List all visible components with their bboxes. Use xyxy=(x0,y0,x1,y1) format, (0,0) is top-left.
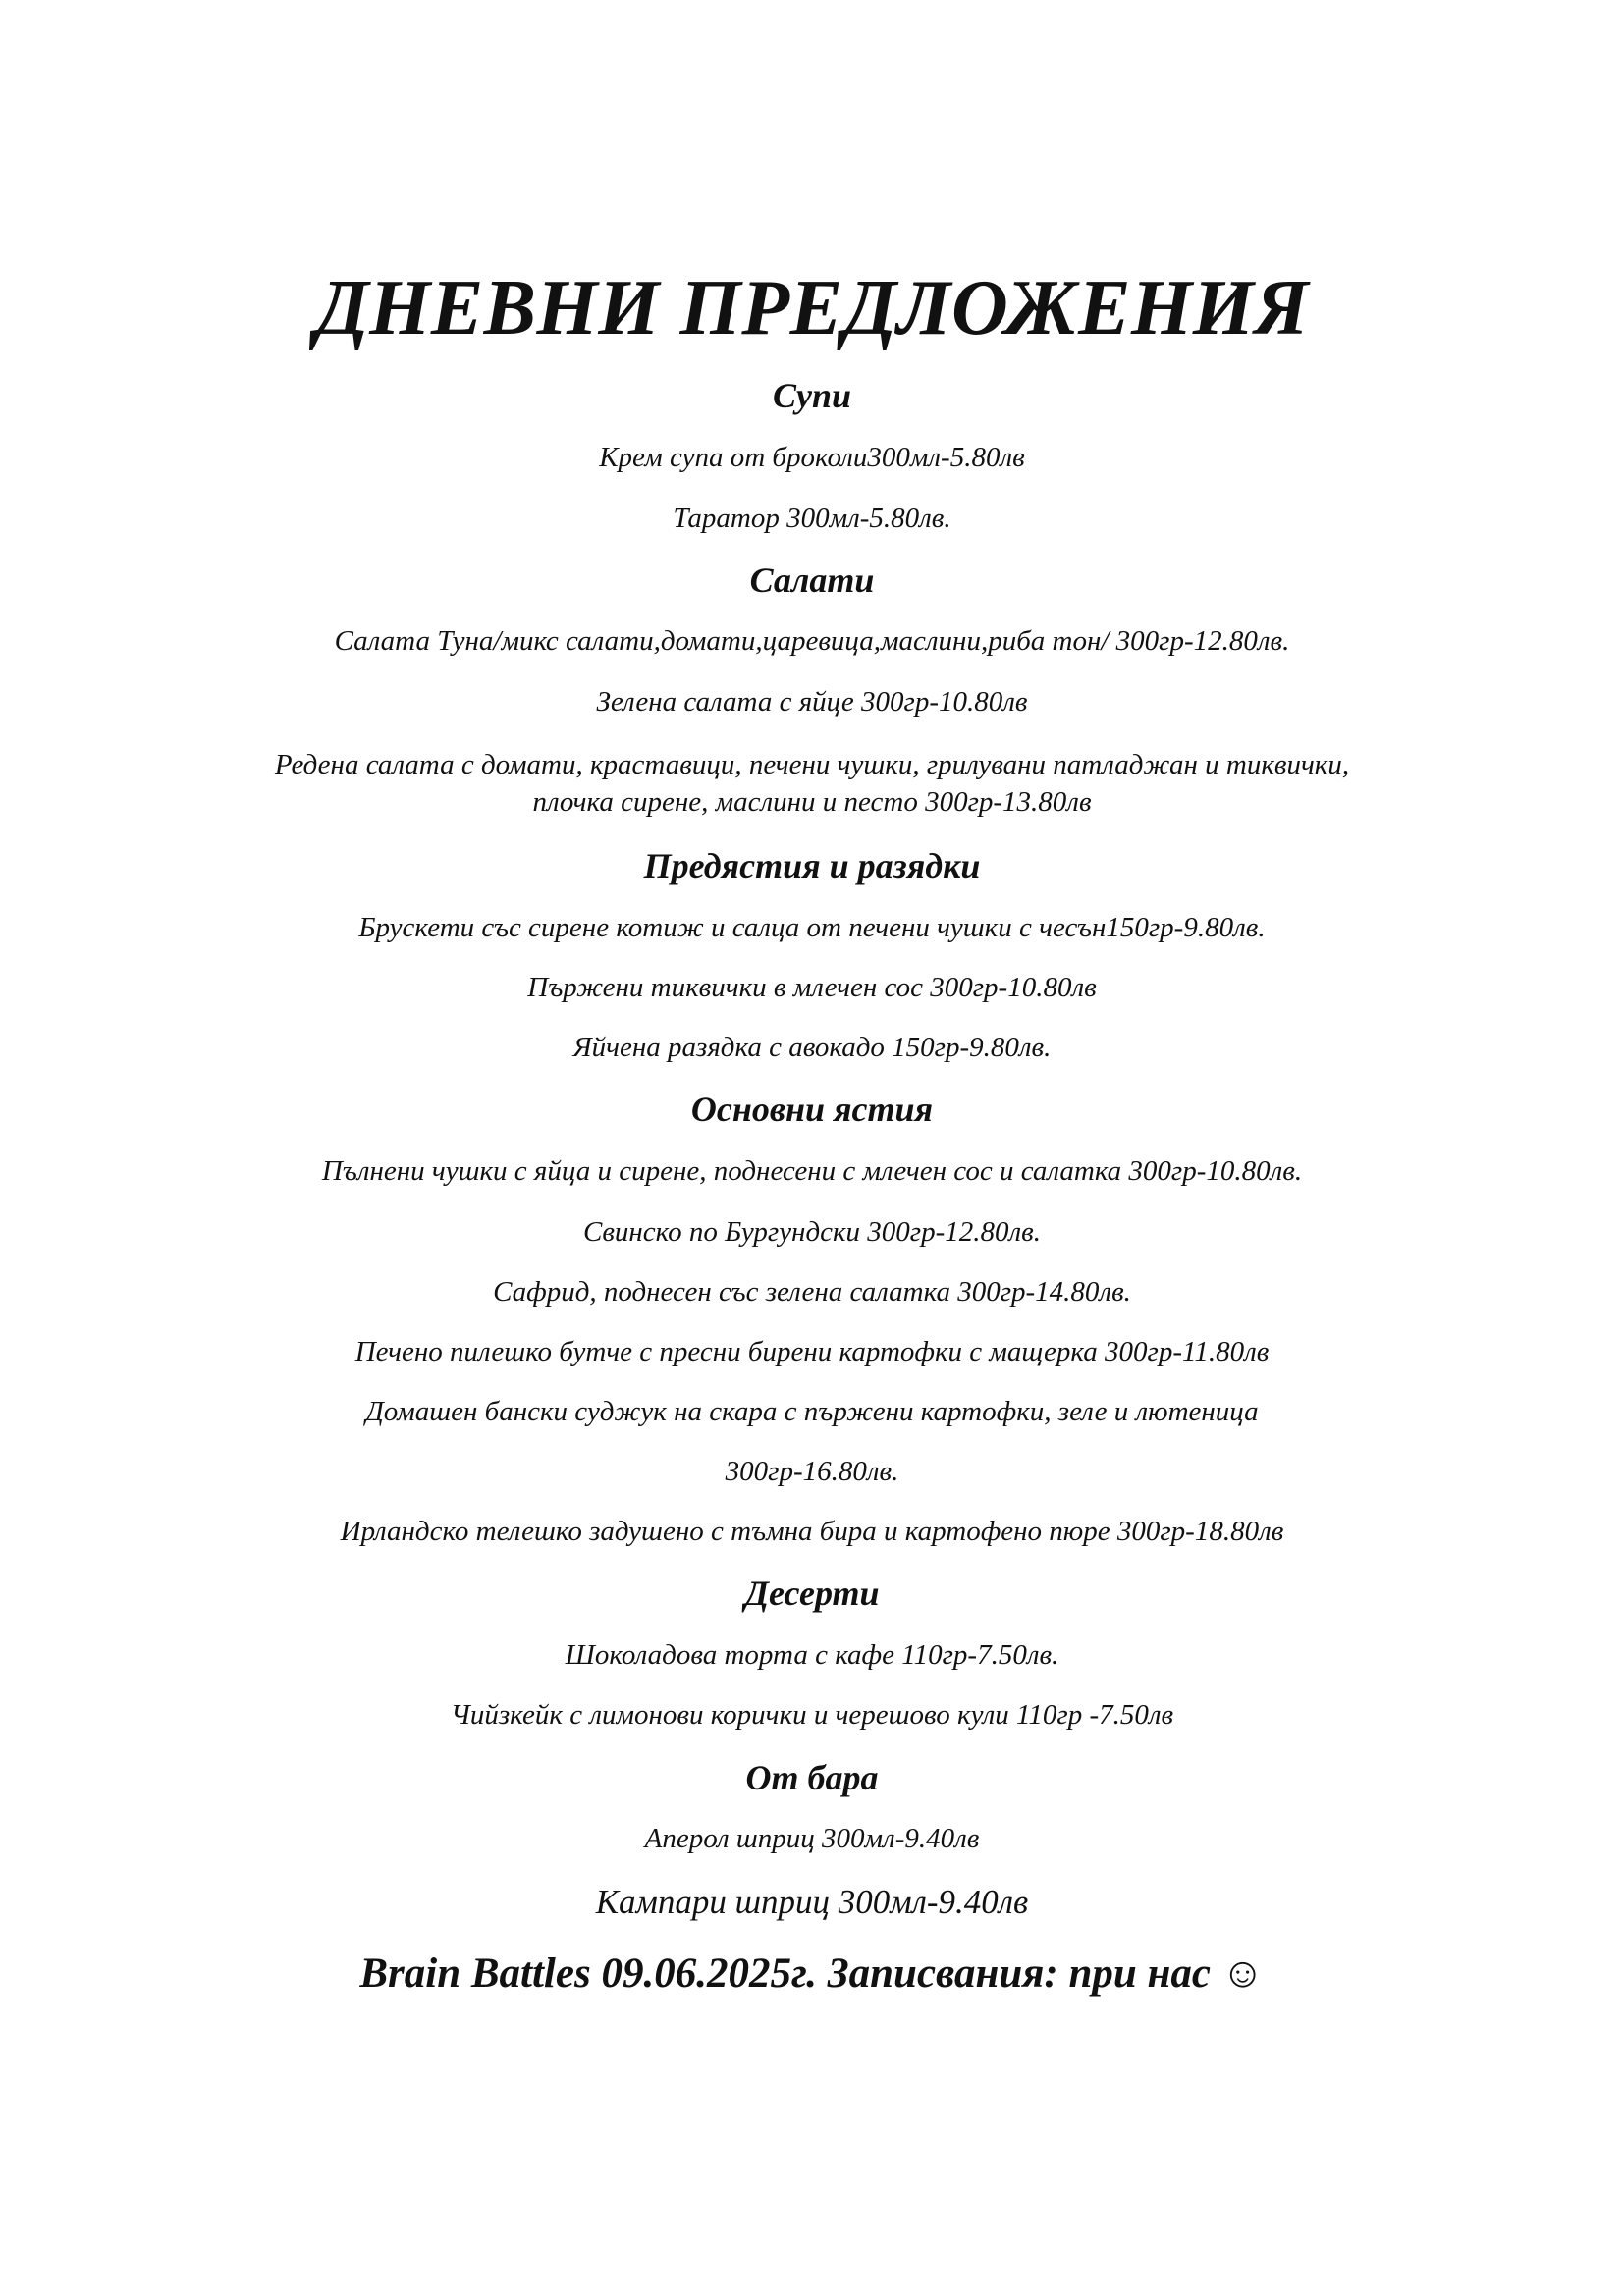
section-heading-salads: Салати xyxy=(749,561,875,600)
event-announcement: Brain Battles 09.06.2025г. Записвания: при нас ☺ xyxy=(359,1950,1265,1997)
menu-item: Кампари шприц 300мл-9.40лв xyxy=(595,1883,1029,1921)
section-heading-desserts: Десерти xyxy=(744,1574,880,1613)
section-heading-mains: Основни ястия xyxy=(690,1090,934,1129)
menu-item: Редена салата с домати, краставици, печени чушки, грилувани патладжан и тиквички, плочка сирене, маслини и песто 300гр-13.80лв xyxy=(274,749,1350,818)
menu-item: Пълнени чушки с яйца и сирене, поднесени с млечен сос и салатка 300гр-10.80лв. xyxy=(321,1155,1303,1187)
menu-item: Таратор 300мл-5.80лв. xyxy=(673,503,951,534)
section-heading-soups: Супи xyxy=(772,376,852,415)
menu-item: Ирландско телешко задушено с тъмна бира и картофено пюре 300гр-18.80лв xyxy=(340,1516,1284,1547)
menu-item: Свинско по Бургундски 300гр-12.80лв. xyxy=(582,1216,1042,1248)
page-title: ДНЕВНИ ПРЕДЛОЖЕНИЯ xyxy=(314,265,1310,351)
section-heading-bar: От бара xyxy=(745,1758,879,1797)
section-heading-starters: Предястия и разядки xyxy=(643,846,981,885)
menu-item: Пържени тиквички в млечен сос 300гр-10.80лв xyxy=(527,972,1097,1003)
menu-item: Крем супа от броколи300мл-5.80лв xyxy=(599,442,1025,473)
menu-item: Печено пилешко бутче с пресни бирени картофки с мащерка 300гр-11.80лв xyxy=(354,1336,1270,1367)
menu-item: Зелена салата с яйце 300гр-10.80лв xyxy=(596,686,1028,718)
menu-item: Сафрид, поднесен със зелена салатка 300гр-14.80лв. xyxy=(493,1276,1131,1308)
menu-item: Салата Туна/микс салати,домати,царевица,маслини,риба тон/ 300гр-12.80лв. xyxy=(334,625,1290,657)
menu-item: Шоколадова торта с кафе 110гр-7.50лв. xyxy=(565,1639,1059,1671)
menu-item: Аперол шприц 300мл-9.40лв xyxy=(644,1823,980,1854)
menu-item: Брускети със сирене котиж и салца от печени чушки с чесън150гр-9.80лв. xyxy=(358,912,1266,943)
menu-item: Яйчена разядка с авокадо 150гр-9.80лв. xyxy=(572,1032,1052,1063)
menu-item: Чийзкейк с лимонови корички и черешово кули 110гр -7.50лв xyxy=(450,1699,1174,1731)
menu-item: 300гр-16.80лв. xyxy=(725,1456,899,1487)
menu-item: Домашен бански суджук на скара с пържени картофки, зеле и лютеница xyxy=(365,1396,1259,1427)
